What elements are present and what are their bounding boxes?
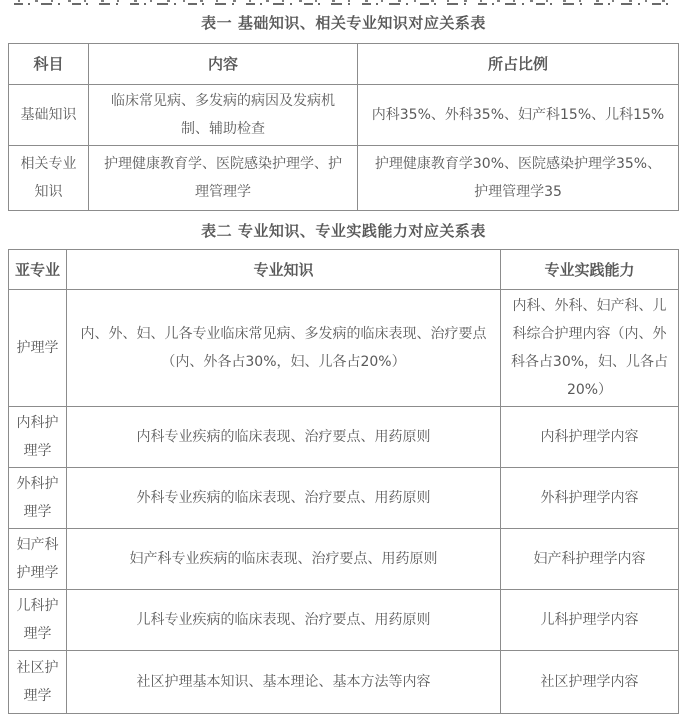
practice-cell: 社区护理学内容	[501, 651, 679, 714]
practice-cell: 儿科护理学内容	[501, 590, 679, 651]
table-row	[9, 468, 679, 529]
content-cell: 临床常见病、多发病的病因及发病机制、辅助检查	[89, 85, 358, 146]
knowledge-cell: 内科专业疾病的临床表现、治疗要点、用药原则	[67, 407, 501, 468]
table2-header-practice: 专业实践能力	[501, 250, 679, 290]
subspecialty-cell: 妇产科护理学	[9, 529, 67, 590]
table-row	[9, 85, 679, 146]
subject-cell: 相关专业知识	[9, 146, 89, 211]
subspecialty-cell: 社区护理学	[9, 651, 67, 714]
content-cell: 护理健康教育学、医院感染护理学、护理管理学	[89, 146, 358, 211]
subspecialty-cell: 外科护理学	[9, 468, 67, 529]
knowledge-cell: 儿科专业疾病的临床表现、治疗要点、用药原则	[67, 590, 501, 651]
knowledge-cell: 妇产科专业疾病的临床表现、治疗要点、用药原则	[67, 529, 501, 590]
proportion-cell: 护理健康教育学30%、医院感染护理学35%、护理管理学35	[358, 146, 679, 211]
practice-cell: 外科护理学内容	[501, 468, 679, 529]
practice-cell: 妇产科护理学内容	[501, 529, 679, 590]
subject-cell: 基础知识	[9, 85, 89, 146]
table1-header-subject: 科目	[9, 44, 89, 85]
table-row	[9, 290, 679, 407]
knowledge-cell: 内、外、妇、儿各专业临床常见病、多发病的临床表现、治疗要点（内、外各占30%，妇、儿各占20%）	[67, 290, 501, 407]
table-professional-knowledge	[8, 249, 679, 714]
subspecialty-cell: 儿科护理学	[9, 590, 67, 651]
knowledge-cell: 社区护理基本知识、基本理论、基本方法等内容	[67, 651, 501, 714]
table-row	[9, 407, 679, 468]
table1-header-proportion: 所占比例	[358, 44, 679, 85]
proportion-cell: 内科35%、外科35%、妇产科15%、儿科15%	[358, 85, 679, 146]
table-row	[9, 651, 679, 714]
table-row	[9, 590, 679, 651]
table-row	[9, 250, 679, 290]
table-basic-knowledge	[8, 43, 679, 211]
table-row	[9, 44, 679, 85]
table1-title: 表一 基础知识、相关专业知识对应关系表	[201, 14, 486, 32]
table2-header-subspecialty: 亚专业	[9, 250, 67, 290]
subspecialty-cell: 护理学	[9, 290, 67, 407]
practice-cell: 内科、外科、妇产科、儿科综合护理内容（内、外科各占30%，妇、儿各占20%）	[501, 290, 679, 407]
table-row	[9, 529, 679, 590]
table2-title: 表二 专业知识、专业实践能力对应关系表	[201, 222, 486, 240]
subspecialty-cell: 内科护理学	[9, 407, 67, 468]
table-row	[9, 146, 679, 211]
practice-cell: 内科护理学内容	[501, 407, 679, 468]
table2-header-knowledge: 专业知识	[67, 250, 501, 290]
table1-header-content: 内容	[89, 44, 358, 85]
knowledge-cell: 外科专业疾病的临床表现、治疗要点、用药原则	[67, 468, 501, 529]
clipped-text-line	[14, 0, 674, 6]
